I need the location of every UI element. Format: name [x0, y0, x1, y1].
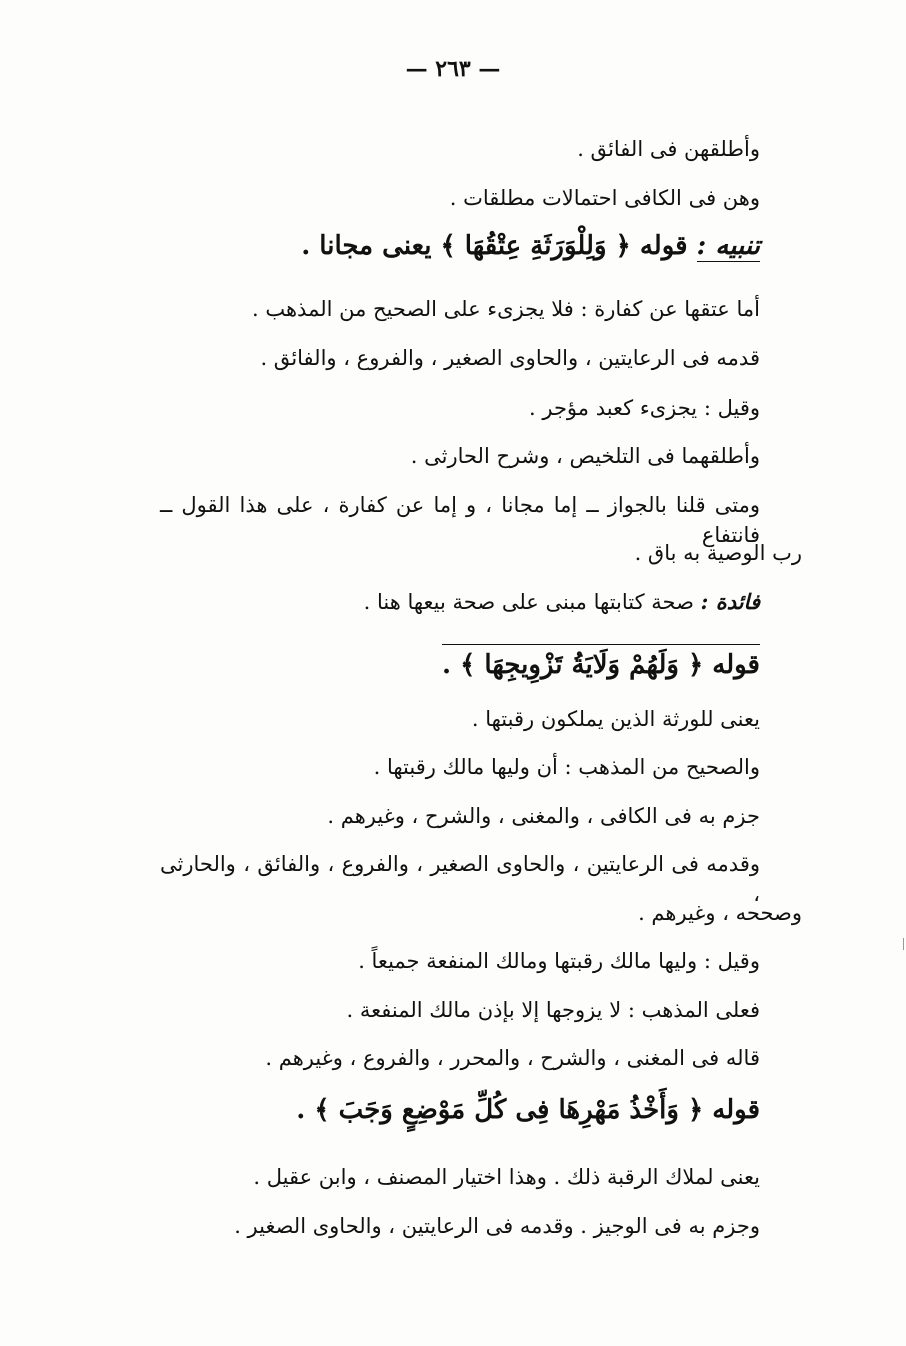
quoted-phrase: قوله ﴿ وَلِلْوَرَثَةِ عِتْقُهَا ﴾ يعنى مجانا .	[301, 231, 688, 261]
text-line-11: قوله ﴿ وَلَهُمْ وَلَايَةُ تَزْوِيجِهَا ﴾ .	[442, 644, 760, 683]
text-line-13: والصحيح من المذهب : أن وليها مالك رقبتها .	[373, 755, 760, 779]
text-line-2: وهن فى الكافى احتمالات مطلقات .	[449, 186, 760, 210]
text-line-8: ومتى قلنا بالجواز ــ إما مجانا ، و إما عن كفارة ، على هذا القول ــ فانتفاع	[160, 493, 760, 547]
text-line-20: قوله ﴿ وَأَخْذُ مَهْرِهَا فِى كُلِّ مَوْضِعٍ وَجَبَ ﴾ .	[296, 1095, 760, 1125]
text-line-3	[301, 228, 760, 264]
benefit-text: صحة كتابتها مبنى على صحة بيعها هنا .	[363, 590, 694, 614]
text-line-16: وصححه ، وغيرهم .	[638, 901, 802, 925]
text-line-6: وقيل : يجزىء كعبد مؤجر .	[529, 396, 760, 420]
text-line-21: يعنى لملاك الرقبة ذلك . وهذا اختيار المصنف ، وابن عقيل .	[253, 1165, 760, 1189]
text-line-17: وقيل : وليها مالك رقبتها ومالك المنفعة جميعاً .	[358, 949, 760, 973]
text-line-5: قدمه فى الرعايتين ، والحاوى الصغير ، والفروع ، والفائق .	[260, 346, 760, 370]
text-line-1: وأطلقهن فى الفائق .	[577, 137, 760, 161]
text-line-19: قاله فى المغنى ، والشرح ، والمحرر ، والفروع ، وغيرهم .	[265, 1046, 760, 1070]
benefit-label: فائدة :	[700, 589, 760, 614]
text-line-12: يعنى للورثة الذين يملكون رقبتها .	[471, 707, 760, 731]
text-line-10	[364, 587, 760, 617]
note-label: تنبيه :	[696, 231, 760, 261]
text-line-18: فعلى المذهب : لا يزوجها إلا بإذن مالك المنفعة .	[346, 998, 760, 1022]
text-line-7: وأطلقهما فى التلخيص ، وشرح الحارثى .	[410, 444, 760, 468]
text-line-14: جزم به فى الكافى ، والمغنى ، والشرح ، وغيرهم .	[327, 804, 760, 828]
page-number: — ٢٦٣ —	[405, 56, 501, 82]
margin-mark	[903, 938, 904, 950]
text-line-9: رب الوصية به باق .	[634, 541, 802, 565]
text-line-15: وقدمه فى الرعايتين ، والحاوى الصغير ، والفروع ، والفائق ، والحارثى ،	[160, 852, 760, 906]
text-line-4: أما عتقها عن كفارة : فلا يجزىء على الصحيح من المذهب .	[252, 297, 760, 321]
text-line-22: وجزم به فى الوجيز . وقدمه فى الرعايتين ، والحاوى الصغير .	[234, 1214, 760, 1238]
